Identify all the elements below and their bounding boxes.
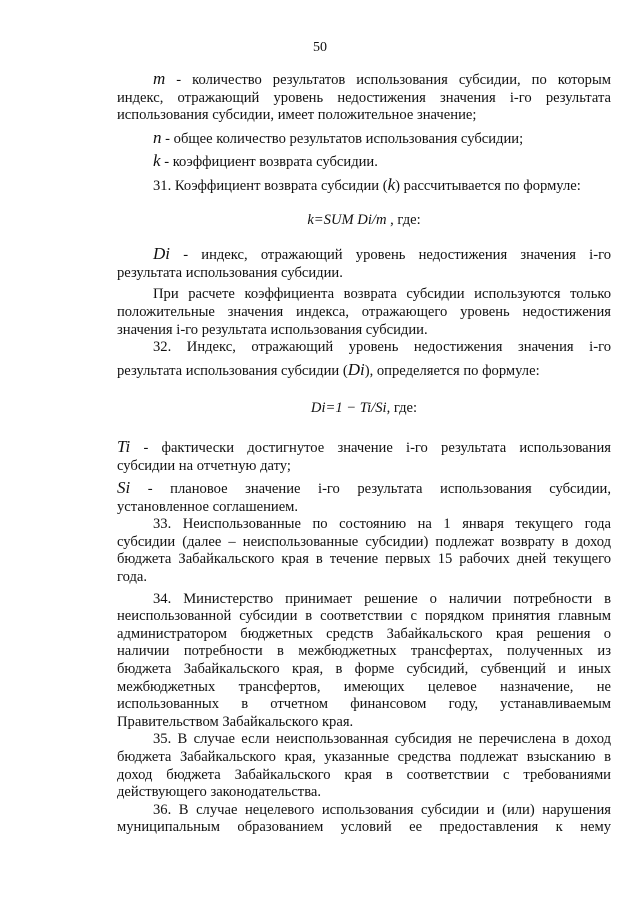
text-line: муниципальным образованием условий ее предоставления к нему	[117, 819, 611, 836]
symbol-s: Si	[117, 478, 131, 498]
text-line: индекс, отражающий уровень недостижения значения i-го результата	[117, 89, 611, 106]
text-line: использованных в отчетном финансовом году, устанавливаемым	[117, 696, 611, 713]
page-number: 50	[313, 40, 327, 55]
text-line: субсидии на отчетную дату;	[117, 457, 291, 474]
text-line: результата использования субсидии.	[117, 264, 343, 281]
t-definition-line: Ti - фактически достигнутое значение i-го результата использования	[117, 436, 611, 456]
n-definition-line: n - общее количество результатов использования субсидии;	[153, 127, 524, 147]
s-definition-line: Si - плановое значение i-го результата использования субсидии,	[117, 478, 611, 498]
symbol-m: m	[153, 69, 166, 88]
text-line: установленное соглашением.	[117, 498, 299, 515]
paragraph-33: 33. Неиспользованные по состоянию на 1 января текущего года	[153, 516, 611, 533]
symbol-d: Di	[153, 244, 170, 264]
text-line: действующего законодательства.	[117, 784, 322, 801]
text-line: межбюджетных трансфертов, имеющих целевое назначение, не	[117, 678, 611, 695]
text-line: бюджета Забайкальского края, в форме субсидий, субвенций и иных	[117, 661, 611, 678]
text-line: При расчете коэффициента возврата субсидии используются только	[153, 286, 611, 303]
text-line: неиспользованной субсидии в соответствии с порядком принятия главным	[117, 608, 611, 625]
text-line: года.	[117, 569, 148, 586]
paragraph-36: 36. В случае нецелевого использования субсидии и (или) нарушения	[153, 801, 611, 818]
d-definition-line: Di - индекс, отражающий уровень недостижения значения i-го	[153, 244, 611, 264]
paragraph-35: 35. В случае если неиспользованная субсидия не перечислена в доход	[153, 731, 611, 748]
formula-d: Di=1 − Ti/Si, где:	[310, 400, 418, 417]
paragraph-31: 31. Коэффициент возврата субсидии (k) рассчитывается по формуле:	[153, 174, 581, 194]
text-line: наличии потребности в межбюджетных трансфертах, полученных из	[117, 643, 611, 660]
paragraph-34: 34. Министерство принимает решение о наличии потребности в	[153, 590, 611, 607]
text-line: использования субсидии, имеет положительное значение;	[117, 107, 477, 124]
paragraph-32: 32. Индекс, отражающий уровень недостижения значения i-го	[153, 339, 611, 356]
text-line: Правительством Забайкальского края.	[117, 713, 354, 730]
text-line: значения i-го результата использования субсидии.	[117, 321, 428, 338]
text-line: результата использования субсидии (Di), определяется по формуле:	[117, 359, 540, 379]
formula-k: k=SUM Di/m , где:	[307, 211, 421, 228]
symbol-t: Ti	[117, 436, 131, 456]
text-line: администратором бюджетных средств Забайкальского края решения о	[117, 625, 611, 642]
k-definition-line: k - коэффициент возврата субсидии.	[153, 151, 378, 171]
document-body	[117, 70, 611, 837]
text-line: доход бюджета Забайкальского края в соответствии с требованиями	[117, 766, 611, 783]
symbol-k: k	[153, 151, 161, 171]
m-definition-line: m - количество результатов использования субсидии, по которым	[153, 69, 611, 88]
symbol-n: n	[153, 127, 162, 147]
text-line: бюджета Забайкальского края, указанные средства подлежат взысканию в	[117, 749, 611, 765]
text-line: субсидии (далее – неиспользованные субсидии) подлежат возврату в доход	[117, 533, 611, 550]
text-line: бюджета Забайкальского края в течение первых 15 рабочих дней текущего	[117, 551, 611, 568]
text-line: положительные значения индекса, отражающего уровень недостижения	[117, 303, 611, 320]
